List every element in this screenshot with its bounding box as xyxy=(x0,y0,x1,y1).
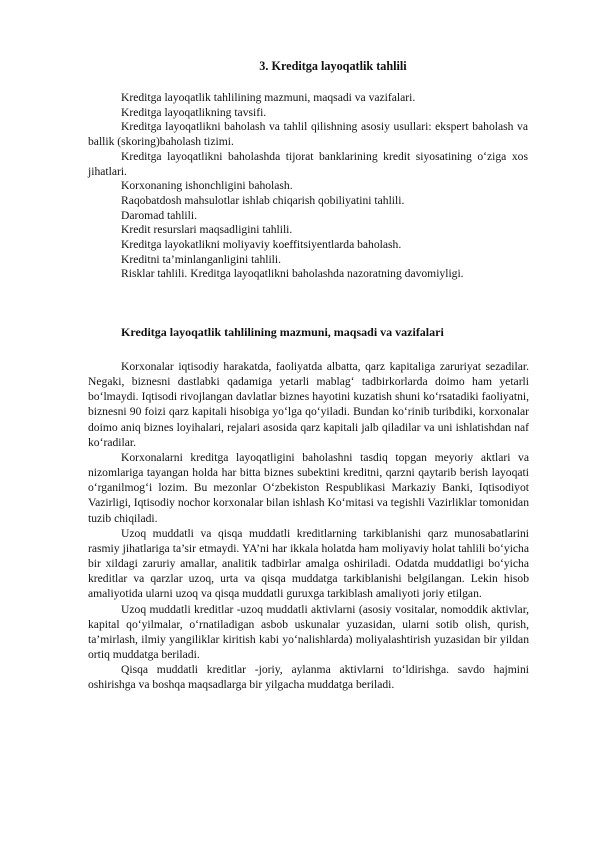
outline-item: Korxonaning ishonchligini baholash. xyxy=(121,179,293,193)
outline-item: Raqobatdosh mahsulotlar ishlab chiqarish qobiliyatini tahlili. xyxy=(121,193,405,207)
paragraph: Korxonalarni kreditga layoqatligini baholashni tasdiq topgan meyoriy aktlari va nizomlariga tayangan holda har bitta biznes subektini kreditni, qarzni qaytarib berish layoqati o‘rganilmog‘i lozim. Bu mezonlar O‘zbekiston Respublikasi Markaziy Banki, Iqtisodiyot Vazirligi, Iqtisodiy nochor korxonalar bilan ishlash Ko‘mitasi va tegishli Vazirliklar tomonidan tuzib chiqiladi. xyxy=(88,450,529,525)
paragraph: Korxonalar iqtisodiy harakatda, faoliyatda albatta, qarz kapitaliga zaruriyat sezadilar. Negaki, biznesni dastlabki qadamiga yetarli mablag‘ tadbirkorlarda doimo ham yetarli bo‘lmaydi. Iqtisodi rivojlangan davlatlar biznes hayotini kuzatish shuni ko‘rsatadiki faoliyatni, biznesni 90 foizi qarz kapitali hisobiga yo‘lga qo‘yiladi. Bundan ko‘rinib turibdiki, korxonalar doimo aniq biznes loyihalari, rejalari asosida qarz kapitali jalb qiladilar va uni ishlatishdan naf ko‘radilar. xyxy=(88,360,529,449)
section-heading: Kreditga layoqatlik tahlilining mazmuni, maqsadi va vazifalari xyxy=(121,325,444,339)
outline-item: Daromad tahlili. xyxy=(121,208,197,222)
outline-item: Kreditga layoqatlikni baholash va tahlil qilishning asosiy usullari: ekspert baholash va ballik (skoring)baholash tizimi. xyxy=(88,120,528,149)
paragraph: Uzoq muddatli va qisqa muddatli kreditlarning tarkiblanishi qarz munosabatlarini rasmiy jihatlariga ta’sir etmaydi. YA’ni har ikkala holatda ham moliyaviy holat tahlili bo‘yicha bir xildagi zaruriy amallar, analitik tadbirlar amalga oshiriladi. Odatda muddatligi bo‘yicha kreditlar va qarzlar uzoq, urta va qisqa muddatga tarkiblanishi belgilangan. Lekin hisob amaliyotida ularni uzoq va qisqa muddatli guruxga tarkiblash amaliyoti joriy etilgan. xyxy=(88,526,529,601)
page-title: 3. Kreditga layoqatlik tahlili xyxy=(259,59,407,73)
outline-item: Kredit resurslari maqsadligini tahlili. xyxy=(121,223,293,237)
outline-item: Kreditga layoqatlik tahlilining mazmuni, maqsadi va vazifalari. xyxy=(121,91,416,104)
paragraph: Uzoq muddatli kreditlar -uzoq muddatli aktivlarni (asosiy vositalar, nomoddik aktivlar, kapital qo‘yilmalar, o‘rnatiladigan asbob uskunalar yuzasidan, ularni sotib olish, qurish, ta’mirlash, ilmiy yangiliklar kiritish kabi yo‘nalishlarda) moliyalashtirish yuzasidan bir yildan ortiq muddatga beriladi. xyxy=(88,602,529,661)
outline-item: Kreditni ta’minlanganligini tahlili. xyxy=(121,252,282,266)
outline-item: Kreditga layoqatlikning tavsifi. xyxy=(121,105,267,119)
body-text xyxy=(88,359,529,692)
outline-item: Kreditga layokatlikni moliyaviy koeffitsiyentlarda baholash. xyxy=(121,238,402,252)
topic-outline xyxy=(88,91,528,282)
outline-item: Kreditga layoqatlikni baholashda tijorat banklarining kredit siyosatining o‘ziga xos jihatlari. xyxy=(88,149,528,178)
outline-item: Risklar tahlili. Kreditga layoqatlikni baholashda nazoratning davomiyligi. xyxy=(121,267,464,281)
paragraph: Qisqa muddatli kreditlar -joriy, aylanma aktivlarni to‘ldirishga. savdo hajmini oshirishga va boshqa maqsadlarga bir yilgacha muddatga beriladi. xyxy=(88,663,529,692)
